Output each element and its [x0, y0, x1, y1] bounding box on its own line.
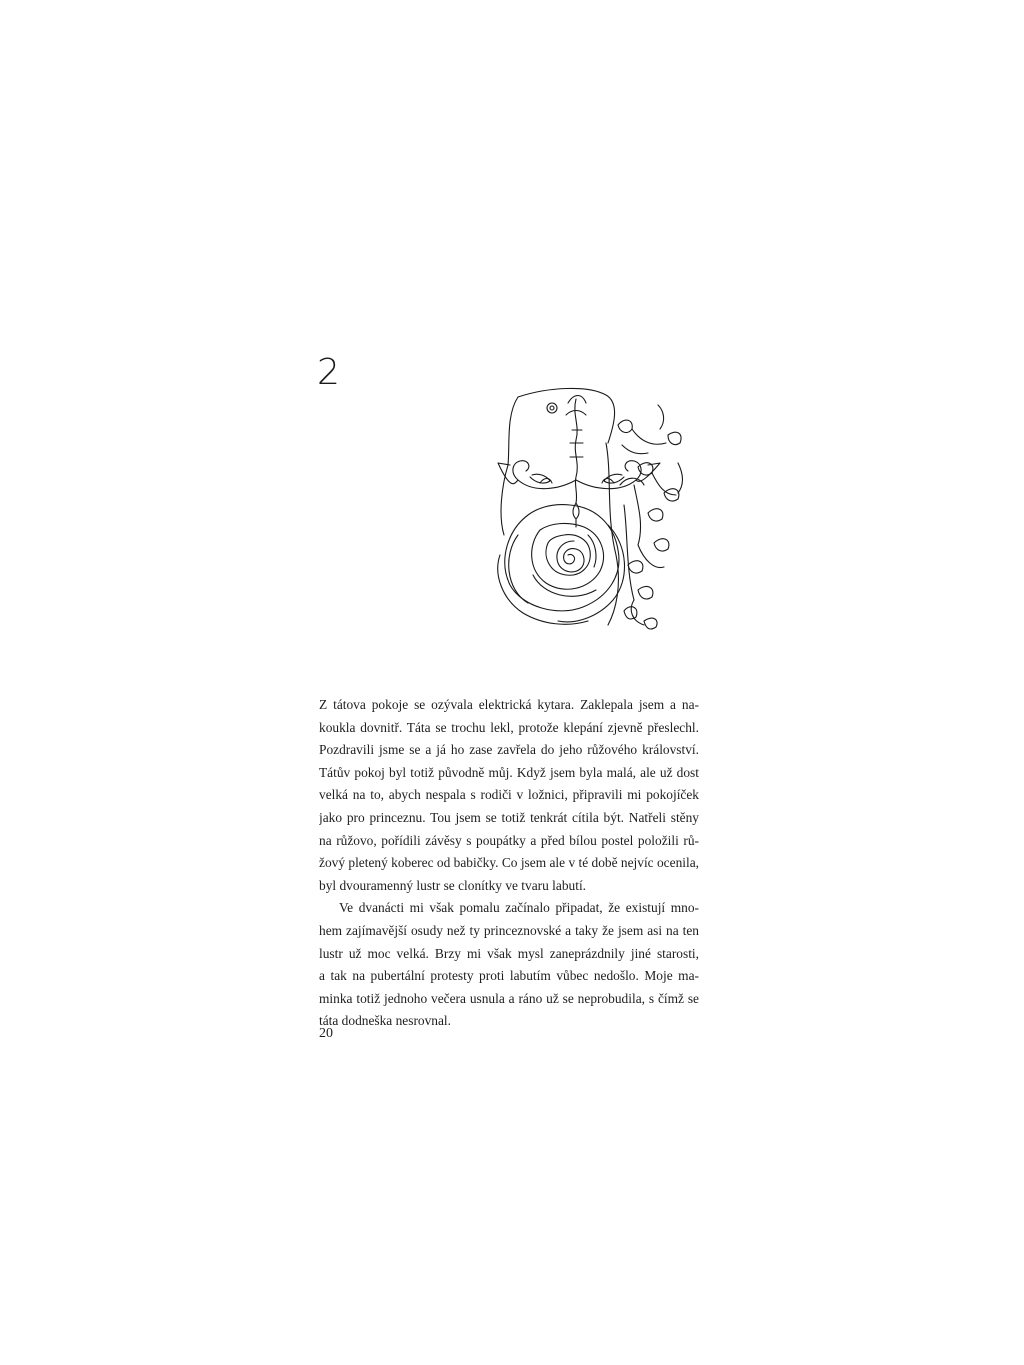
text-line: koukla dovnitř. Táta se trochu lekl, protože klepání zjevně přeslechl. [319, 719, 699, 735]
leaf-6 [654, 539, 669, 551]
text-line: žový pletený koberec od babičky. Co jsem ale v té době nejvíc ocenila, [319, 855, 699, 871]
leaf-2 [668, 432, 681, 444]
text-line: velká na to, abych nespala s rodiči v ložnici, připravili mi pokojíček [319, 787, 699, 803]
leaf-7 [628, 561, 643, 573]
chandelier-stem [575, 399, 577, 503]
chapter-number: 2 [317, 352, 340, 393]
text-line: Z tátova pokoje se ozývala elektrická kytara. Zaklepala jsem a na- [319, 697, 699, 712]
text-line: lustr už moc velká. Brzy mi však mysl zaneprázdnily jiné starosti, [319, 945, 699, 961]
leaf-5 [648, 509, 663, 521]
text-line: na růžovo, pořídili závěsy s poupátky a před bílou postel položili rů- [319, 832, 699, 848]
text-line: Ve dvanácti mi však pomalu začínalo připadat, že existují mno- [339, 900, 699, 916]
rose-spiral [557, 541, 584, 572]
rose-middle-petals [532, 523, 604, 589]
text-line: minka totiž jednoho večera usnula a ráno už se neprobudila, s čímž se [319, 990, 699, 1006]
chapter-body-text [319, 694, 699, 1033]
text-line: hem zajímavější osudy než ty princeznovské a taky že jsem asi na ten [319, 922, 699, 938]
leaf-1 [618, 420, 632, 432]
chandelier-rose-illustration-icon [488, 385, 698, 635]
leaf-10 [644, 618, 657, 629]
page-number: 20 [319, 1026, 333, 1041]
text-line: jako pro princeznu. Tou jsem se totiž tenkrát cítila být. Natřeli stěny [319, 809, 699, 825]
text-line: byl dvouramenný lustr se clonítky ve tvaru labutí. [319, 877, 587, 893]
leaf-8 [638, 586, 653, 598]
text-line: Pozdravili jsme se a já ho zase zavřela do jeho růžového království. [319, 742, 699, 758]
paragraph-2 [319, 897, 699, 1033]
text-line: táta dodneška nesrovnal. [319, 1013, 452, 1029]
paragraph-1 [319, 694, 699, 897]
text-line: a tak na pubertální protesty proti labutím vůbec nedošlo. Moje ma- [319, 968, 699, 984]
leaf-9 [624, 607, 637, 619]
text-line: Tátův pokoj byl totiž původně můj. Když jsem byla malá, ale už dost [319, 764, 699, 780]
